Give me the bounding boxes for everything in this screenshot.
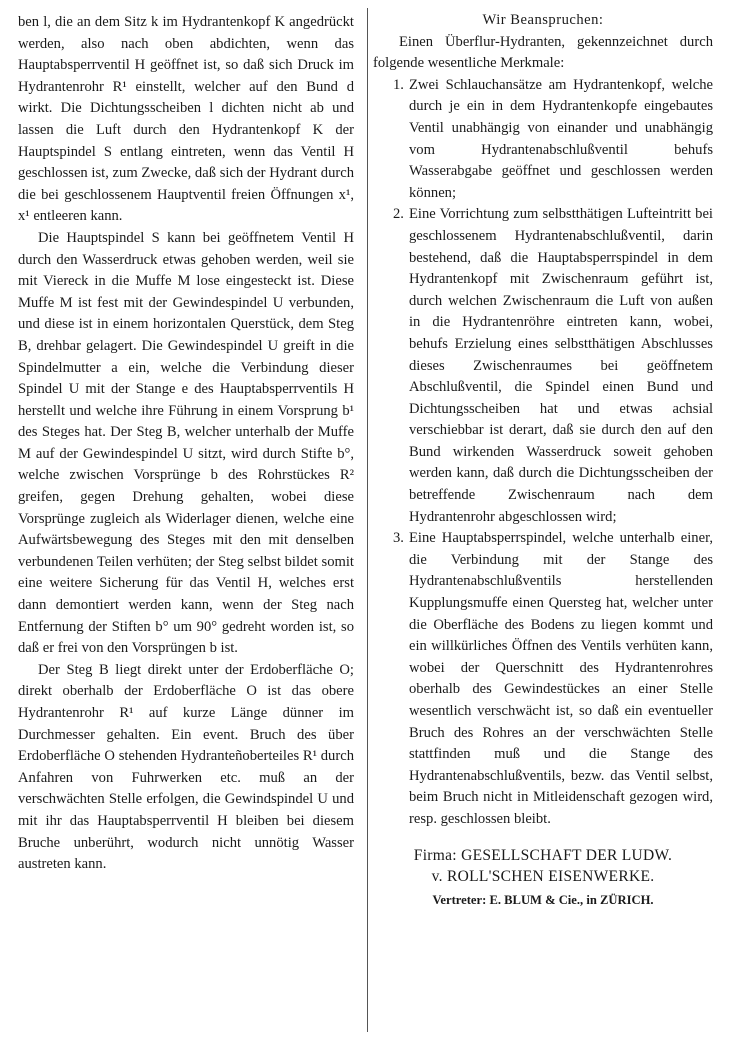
claim-item — [373, 204, 713, 528]
right-column — [373, 10, 713, 911]
claim-text: Eine Vorrichtung zum selbstthätigen Lufteintritt bei geschlossenem Hydrantenabschlußventil, darin bestehend, daß die Hauptabsperrspindel in dem Hydrantenkopf mit Zwischenraum geführt ist, durch welchen Zwischenraum die Luft von außen in die Hydrantenröhre eintreten kann, wobei, behufs Erzielung eines selbstthätigen Abschlusses dieses Zwischenraumes bei geöffnetem Abschlußventil, die Spindel einen Bund und Dichtungsscheiben hat und etwas achsial verschiebbar ist derart, daß sie durch den auf den Bund wirkenden Wasserdruck soweit gehoben werden kann, daß durch die Dichtungsscheiben der betreffende Zwischenraum nach dem Hydrantenrohr abgeschlossen wird; — [409, 206, 713, 525]
claim-item — [373, 75, 713, 205]
claims-heading: Wir Beanspruchen: — [482, 12, 604, 28]
claim-item — [373, 528, 713, 830]
column-divider — [367, 8, 368, 1032]
claim-text: Eine Hauptabsperrspindel, welche unterhalb einer, die Verbindung mit der Stange des Hydrantenabschlußventils herstellenden Kupplungsmuffe einen Quersteg hat, welcher unter die Oberfläche des Bodens zu liegen kommt und ein willkürliches Öffnen des Ventils verhüten kann, wobei der Querschnitt des Hydrantenrohres oberhalb des Gewindestückes an einer Stelle wesentlich verschwächt ist, so daß ein eventueller Bruch des Rohres an der verschwächten Stelle stattfinden muß und die Stange des Hydrantenabschlußventils, bezw. das Ventil selbst, beim Bruch nicht in Mitleidenschaft gezogen wird, resp. geschlossen bleibt. — [409, 530, 713, 827]
claim-number: 1. — [393, 76, 404, 93]
firm-name-line-1: Firma: GESELLSCHAFT DER LUDW. — [413, 846, 673, 864]
claims-intro: Einen Überflur-Hydranten, gekennzeichnet durch folgende wesentliche Merkmale: — [373, 33, 713, 72]
firm-name-line-2: v. ROLL'SCHEN EISENWERKE. — [431, 868, 655, 886]
firm-block — [373, 845, 713, 912]
left-paragraph-2: Die Hauptspindel S kann bei geöffnetem Ventil H durch den Wasserdruck etwas gehoben werden, weil sie mit Viereck in die Muffe M lose eingesteckt ist. Diese Muffe M ist fest mit der Gewindespindel U verbunden, und diese ist in einem horizontalen Querstück, dem Steg B, drehbar gelagert. Die Gewindespindel U greift in die Spindelmutter a ein, welche die Verbindung dieser Spindel U mit der Stange e des Hauptabsperrventils H herstellt und welche ihre Führung in einem Vorsprung b¹ des Steges hat. Der Steg B, welcher unterhalb der Muffe M auf der Gewindespindel U sitzt, wird durch Stifte b°, welche zwischen Vorsprünge b des Rohrstückes R² greifen, gegen Drehung gehalten, wobei diese Vorsprünge zugleich als Widerlager dienen, welche eine Aufwärtsbewegung des Steges mit den mit denselben verbundenen Teilen verhüten; der Steg selbst bildet somit eine weitere Sicherung für das Ventil H, welches erst dann demontiert werden kann, wenn der Steg nach Entfernung der Stiften b° um 90° gedreht worden ist, so daß er frei von den Vorsprüngen b ist. — [18, 229, 354, 657]
left-column — [18, 12, 354, 876]
claim-text: Zwei Schlauchansätze am Hydrantenkopf, welche durch je ein in dem Hydrantenkopfe eingebautes Ventil unabhängig von einander und unabhängig vom Hydrantenabschlußventil behufs Wasserabgabe geöffnet und geschlossen werden können; — [409, 76, 713, 201]
left-paragraph-3: Der Steg B liegt direkt unter der Erdoberfläche O; direkt oberhalb der Erdoberfläche O ist das obere Hydrantenrohr R¹ auf kurze Länge dünner im Durchmesser gehalten. Ein event. Bruch des über Erdoberfläche O stehenden Hydranteñoberteiles R¹ durch Anfahren von Fuhrwerken etc. muß an der verschwächten Stelle erfolgen, die Gewindspindel U und mit ihr das Hauptabsperrventil H bleiben bei diesem Bruche unberührt, wodurch nicht unnötig Wasser austreten kann. — [18, 661, 354, 873]
representative-line: Vertreter: E. BLUM & Cie., in ZÜRICH. — [432, 892, 654, 907]
claims-list — [373, 75, 713, 831]
claim-number: 3. — [393, 530, 404, 547]
left-paragraph-1: ben l, die an dem Sitz k im Hydrantenkopf K angedrückt werden, also nach oben abdichten, wenn das Hauptabsperrventil H geöffnet ist, so daß sich Druck im Hydrantenrohr R¹ einstellt, welcher auf den Bund d wirkt. Die Dichtungsscheiben l dichten nicht ab und lassen die Luft durch den Hydrantenkopf K der Hauptspindel S entlang eintreten, wenn das Ventil H geschlossen ist, zum Zwecke, daß sich der Hydrant durch die bei geschlossenem Hauptventil freien Öffnungen x¹, x¹ entleeren kann. — [18, 14, 354, 225]
claim-number: 2. — [393, 206, 404, 223]
